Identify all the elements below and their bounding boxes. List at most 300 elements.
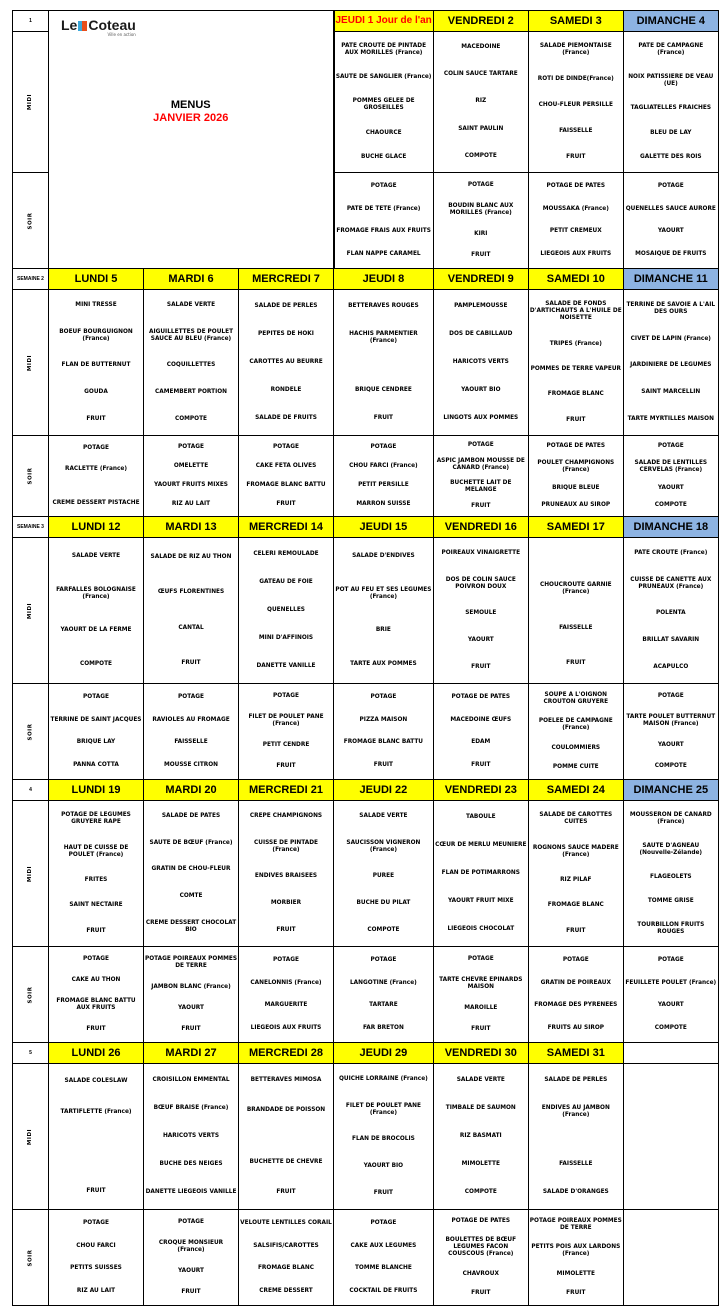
day-header: MERCREDI 14 (239, 517, 334, 538)
menu-item: BUCHETTE LAIT DE MELANGE (450, 480, 512, 494)
menu-item: TOURBILLON FRUITS ROUGES (637, 921, 705, 935)
menu-item: ENDIVES AU JAMBON (France) (541, 1104, 610, 1118)
week-header-row (13, 269, 719, 290)
day-header: VENDREDI 2 (433, 11, 528, 32)
menu-item: GRATIN DE CHOU-FLEUR (151, 866, 231, 873)
menu-item: DANETTE VANILLE (256, 663, 316, 670)
menu-item: FRUIT (373, 1190, 394, 1197)
menu-item: POTAGE (178, 693, 204, 700)
menu-item: RACLETTE (France) (64, 465, 128, 472)
menu-item: BLEU DE LAY (650, 129, 692, 136)
menu-item: FARFALLES BOLOGNAISE (France) (56, 586, 136, 600)
menu-item: FRUIT (276, 763, 296, 769)
menu-item: FAISSELLE (559, 624, 593, 631)
day-header: SAMEDI 31 (528, 1043, 623, 1064)
menu-item: PIZZA MAISON (359, 716, 408, 723)
menu-item: COMPOTE (654, 763, 687, 769)
menu-item: BUCHETTE DE CHEVRE (249, 1159, 323, 1166)
meal-cell (528, 436, 623, 517)
menu-item: VELOUTE LENTILLES CORAIL (240, 1219, 332, 1226)
logo-tagline: Ville en action (107, 32, 136, 37)
menu-item: HARICOTS VERTS (162, 1132, 220, 1139)
midi-row (13, 1064, 719, 1210)
midi-label-text: MIDI (27, 93, 34, 111)
menu-item: TARTE POULET BUTTERNUT MAISON (France) (626, 714, 716, 727)
menu-item: FRUIT (86, 1026, 106, 1032)
menu-item: CROISILLON EMMENTAL (152, 1076, 230, 1083)
menu-item: TAGLIATELLES FRAICHES (630, 105, 711, 112)
menu-item: TIMBALE DE SAUMON (445, 1104, 516, 1111)
menu-item: TERRINE DE SAINT JACQUES (50, 716, 142, 723)
soir-label-text: SOIR (27, 723, 34, 740)
menu-item: FAISSELLE (559, 1161, 593, 1168)
meal-cell (144, 436, 239, 517)
menu-item: RAVIOLES AU FROMAGE (152, 716, 230, 723)
menu-item: CAMEMBERT PORTION (154, 389, 228, 396)
menu-item: EDAM (471, 739, 491, 746)
menu-item: FLAN DE BROCOLIS (351, 1136, 415, 1143)
menu-item: FRUIT (566, 927, 586, 934)
meal-cell (239, 1064, 334, 1210)
day-header: MARDI 6 (144, 269, 239, 290)
menu-item: SAINT PAULIN (458, 125, 504, 132)
meal-cell (49, 1210, 144, 1306)
menu-item: SALADE DE LENTILLES CERVELAS (France) (634, 460, 708, 474)
menu-item: POTAGE (657, 443, 684, 450)
meal-cell (239, 436, 334, 517)
menu-item: GALETTE DES ROIS (639, 154, 702, 161)
meal-cell (334, 538, 434, 684)
menu-item: SAUTE D'AGNEAU (Nouvelle-Zélande) (639, 842, 703, 856)
meal-cell (334, 1064, 434, 1210)
week-label: SEMAINE 3 (13, 517, 49, 538)
week-label: SEMAINE 2 (13, 269, 49, 290)
meal-cell (239, 538, 334, 684)
week-header-row (13, 780, 719, 801)
menu-item: POMME CUITE (552, 763, 599, 770)
menu-item: POTAGE (370, 182, 397, 189)
menu-item: COLIN SAUCE TARTARE (443, 71, 518, 78)
menu-item: GRATIN DE POIREAUX (540, 979, 611, 986)
day-header: LUNDI 26 (49, 1043, 144, 1064)
meal-cell (334, 1210, 434, 1306)
soir-label (13, 436, 49, 517)
page-subtitle: JANVIER 2026 (153, 112, 229, 124)
menu-item: BRIQUE CENDREE (354, 387, 412, 394)
midi-label (13, 32, 49, 173)
day-header: JEUDI 15 (334, 517, 434, 538)
menu-item: FRUIT (471, 252, 491, 258)
midi-row (13, 538, 719, 684)
menu-item: CANTAL (178, 624, 204, 631)
menu-item: FROMAGE BLANC (257, 1265, 315, 1272)
midi-label-text: MIDI (27, 354, 34, 371)
menu-item: TARTE CHEVRE EPINARDS MAISON (439, 977, 523, 990)
meal-cell (528, 1210, 623, 1306)
menu-item: YAOURT (657, 228, 684, 235)
menu-item: FROMAGE FRAIS AUX FRUITS (336, 228, 431, 235)
menu-item: COMPOTE (464, 1189, 497, 1196)
day-header: DIMANCHE 25 (623, 780, 718, 801)
meal-cell (334, 684, 434, 780)
day-header: DIMANCHE 11 (623, 269, 718, 290)
menu-item: POTAGE (178, 1219, 204, 1225)
menu-item: COMPOTE (174, 416, 208, 423)
menu-item: BOULETTES DE BŒUF LEGUMES FACON COUSCOUS (France) (445, 1237, 517, 1258)
menu-item: FRUIT (181, 1026, 201, 1032)
menu-item: COMPOTE (79, 660, 113, 667)
menu-item: CHOUCROUTE GARNIE (France) (539, 582, 612, 596)
menu-item: PETITS SUISSES (70, 1265, 122, 1272)
meal-cell (623, 538, 718, 684)
day-header: VENDREDI 30 (433, 1043, 528, 1064)
week-label: 1 (13, 11, 49, 32)
menu-item: BRIQUE LAY (76, 739, 116, 746)
menu-item: FRUIT (471, 1289, 491, 1296)
meal-cell (433, 538, 528, 684)
menu-item: SALSIFIS/CAROTTES (253, 1242, 319, 1249)
menu-item: BETTERAVES MIMOSA (250, 1077, 322, 1084)
menu-item: SAUCISSON VIGNERON (France) (346, 839, 421, 853)
day-header: MARDI 20 (144, 780, 239, 801)
menu-item: POT AU FEU ET SES LEGUMES (France) (335, 586, 432, 600)
meal-cell (528, 801, 623, 947)
meal-cell (623, 290, 718, 436)
meal-cell (239, 947, 334, 1043)
menu-item: SALADE DE RIZ AU THON (150, 554, 232, 561)
menu-item: LIEGEOIS AUX FRUITS (540, 251, 612, 258)
meal-cell (49, 684, 144, 780)
menu-item: OMELETTE (173, 463, 209, 469)
menu-item: COULOMMIERS (551, 744, 601, 751)
day-header: SAMEDI 10 (528, 269, 623, 290)
menu-item: POELEE DE CAMPAGNE (France) (538, 718, 613, 732)
menu-item: HAUT DE CUISSE DE POULET (France) (63, 844, 129, 858)
menu-item: TARTIFLETTE (France) (60, 1109, 132, 1115)
menu-item: SALADE D'ORANGES (542, 1189, 609, 1196)
menu-item: FILET DE POULET PANE (France) (248, 714, 324, 727)
menu-item: PATE DE CAMPAGNE (France) (638, 42, 704, 56)
menu-item: FAISSELLE (174, 739, 208, 746)
week-label: 4 (13, 780, 49, 801)
menu-item: BETTERAVES ROUGES (348, 302, 419, 309)
menu-item: MOUSSE CITRON (163, 762, 219, 769)
menu-item: SAUTE DE SANGLIER (France) (335, 74, 432, 81)
menu-item: COMTE (179, 893, 203, 900)
menu-item: FRUIT (276, 927, 296, 934)
meal-cell (433, 290, 528, 436)
meal-cell (623, 32, 718, 173)
menu-item: COCKTAIL DE FRUITS (349, 1288, 418, 1295)
menu-item: QUENELLES (267, 606, 305, 613)
menu-item: SALADE DE PERLES (544, 1076, 608, 1083)
menu-item: FROMAGE BLANC (547, 902, 604, 909)
menu-item: FROMAGE BLANC (547, 391, 604, 398)
menu-item: SAINT MARCELLIN (641, 389, 701, 396)
menu-item: PETIT PERSILLE (358, 482, 409, 488)
menu-item: POTAGE POIREAUX POMMES DE TERRE (529, 1218, 622, 1232)
menu-item: MACEDOINE ŒUFS (450, 716, 512, 723)
empty-cell (623, 1064, 718, 1210)
menu-item: FRUIT (471, 1026, 491, 1032)
menu-item: TARTE MYRTILLES MAISON (627, 416, 714, 423)
menu-item: RIZ AU LAIT (76, 1288, 116, 1295)
menu-item: MARGUERITE (264, 1002, 308, 1009)
soir-label (13, 684, 49, 780)
menu-item: TRIPES (France) (549, 340, 602, 347)
menu-item: FLAGEOLETS (650, 873, 692, 880)
menu-item: SALADE VERTE (456, 1076, 505, 1083)
meal-cell (239, 290, 334, 436)
menu-item: MAROILLE (464, 1005, 498, 1011)
day-header: JEUDI 29 (334, 1043, 434, 1064)
menu-item: SALADE VERTE (359, 812, 408, 819)
midi-label (13, 1064, 49, 1210)
menu-item: FRITES (84, 876, 108, 883)
menu-item: POTAGE (657, 182, 684, 189)
empty-header (623, 1043, 718, 1064)
menu-item: COMPOTE (367, 927, 400, 934)
menu-item: POTAGE (562, 956, 589, 963)
midi-label-text: MIDI (27, 1128, 34, 1145)
meal-cell (334, 290, 434, 436)
meal-cell (433, 801, 528, 947)
menu-item: RIZ AU LAIT (171, 501, 211, 507)
menu-item: YAOURT (657, 484, 684, 491)
menu-item: POTAGE DE PATES (451, 1218, 511, 1225)
menu-item: SALADE DE FRUITS (255, 415, 317, 422)
meal-cell (623, 436, 718, 517)
midi-label-text: MIDI (27, 602, 34, 619)
menu-item: FRUIT (86, 1188, 106, 1194)
soir-label-text: SOIR (27, 467, 34, 485)
soir-row (13, 947, 719, 1043)
menu-item: FAR BRETON (362, 1025, 404, 1032)
menu-item: BUCHE DES NEIGES (159, 1161, 223, 1168)
day-header: VENDREDI 9 (433, 269, 528, 290)
menu-item: PAMPLEMOUSSE (454, 302, 508, 309)
menu-item: QUICHE LORRAINE (France) (338, 1075, 428, 1082)
menu-item: HACHIS PARMENTIER (France) (349, 330, 418, 344)
meal-cell (334, 947, 434, 1043)
menu-item: POIREAUX VINAIGRETTE (441, 549, 521, 556)
menu-item: CAKE FETA OLIVES (255, 463, 317, 469)
menu-item: CHOU FARCI (76, 1242, 116, 1249)
menu-item: POTAGE (370, 956, 397, 963)
menu-item: ŒUFS FLORENTINES (157, 589, 225, 596)
meal-cell (239, 684, 334, 780)
soir-label-text: SOIR (27, 212, 34, 229)
menu-item: DOS DE CABILLAUD (449, 330, 513, 337)
day-header: MERCREDI 7 (239, 269, 334, 290)
menu-item: CHOU FARCI (France) (349, 463, 418, 469)
meal-cell (433, 32, 528, 173)
menu-item: YAOURT FRUITS MIXES (154, 482, 228, 488)
menu-item: FROMAGE BLANC BATTU (343, 739, 424, 746)
menu-item: CANELONNIS (France) (250, 979, 322, 986)
day-header: MARDI 13 (144, 517, 239, 538)
menu-item: YAOURT FRUIT MIXE (448, 898, 514, 905)
meal-cell (144, 1064, 239, 1210)
menu-item: CREME DESSERT PISTACHE (52, 500, 140, 507)
menu-item: PEPITES DE HOKI (258, 330, 314, 337)
menu-item: POTAGE (657, 693, 684, 699)
menu-item: POTAGE DE LEGUMES GRUYERE RAPE (61, 812, 131, 826)
menu-item: GATEAU DE FOIE (259, 578, 313, 585)
meal-cell (144, 1210, 239, 1306)
menu-item: SALADE VERTE (71, 553, 121, 560)
menu-item: POTAGE (467, 442, 494, 449)
midi-label (13, 538, 49, 684)
day-header: JEUDI 1 Jour de l'an (334, 11, 434, 32)
menu-item: JAMBON BLANC (France) (151, 984, 231, 990)
soir-row (13, 684, 719, 780)
meal-cell (623, 173, 718, 269)
menu-item: PATE CROUTE (France) (634, 549, 708, 556)
soir-label-text: SOIR (27, 1249, 34, 1266)
meal-cell (144, 538, 239, 684)
menu-item: DOS DE COLIN SAUCE POIVRON DOUX (445, 576, 516, 590)
menu-item: CAKE AU THON (71, 977, 121, 983)
menu-item: FLAN DE BUTTERNUT (61, 362, 131, 369)
menu-item: MACEDOINE (461, 44, 501, 51)
menu-item: POTAGE (467, 956, 494, 962)
menu-item: CHOU-FLEUR PERSILLE (538, 101, 613, 108)
meal-cell (433, 1210, 528, 1306)
menu-item: POTAGE (467, 182, 494, 188)
menu-item: FRUIT (471, 502, 491, 509)
menu-item: FRUIT (566, 659, 586, 666)
meal-cell (623, 947, 718, 1043)
menu-item: CAROTTES AU BEURRE (249, 358, 323, 365)
menu-item: MIMOLETTE (556, 1270, 595, 1277)
week-label: 5 (13, 1043, 49, 1064)
menu-item: FRUIT (86, 416, 106, 423)
menu-item: POTAGE DE PATES (546, 443, 606, 450)
meal-cell (528, 538, 623, 684)
menu-item: FRUIT (276, 501, 296, 507)
menu-item: RIZ BASMATI (459, 1132, 502, 1139)
menu-item: SALADE DE CAROTTES CUITES (539, 812, 613, 826)
day-header: SAMEDI 24 (528, 780, 623, 801)
menu-item: NOIX PATISSIERE DE VEAU (UE) (628, 74, 714, 88)
menu-item: FRUIT (181, 659, 201, 666)
menu-item: BRANDADE DE POISSON (246, 1106, 326, 1113)
menu-item: RIZ PILAF (560, 876, 592, 883)
menu-item: BOUDIN BLANC AUX MORILLES (France) (448, 203, 514, 216)
menu-item: PATE DE TETE (France) (346, 205, 421, 212)
menu-item: ACAPULCO (653, 664, 689, 671)
menu-item: FROMAGE BLANC BATTU (246, 482, 326, 488)
menu-grid (12, 10, 719, 1306)
menu-item: MORBIER (270, 900, 302, 907)
menu-item: COMPOTE (654, 501, 687, 508)
menu-item: POTAGE (83, 444, 109, 451)
menu-item: FRUIT (276, 1188, 296, 1195)
menu-item: RIZ (475, 98, 487, 105)
menu-item: FEUILLETE POULET (France) (625, 979, 717, 986)
day-header: VENDREDI 23 (433, 780, 528, 801)
meal-cell (334, 32, 434, 173)
menu-item: CUISSE DE PINTADE (France) (254, 839, 318, 853)
menu-item: BUCHE GLACE (360, 154, 407, 161)
menu-item: BRIQUE BLEUE (552, 484, 600, 491)
meal-cell (433, 947, 528, 1043)
menu-item: MIMOLETTE (461, 1161, 500, 1168)
menu-item: FRUIT (566, 416, 586, 423)
menu-item: PANNA COTTA (73, 762, 119, 769)
menu-item: FRUIT (471, 664, 491, 671)
menu-item: POTAGE POIREAUX POMMES DE TERRE (145, 956, 238, 969)
menu-item: PRUNEAUX AU SIROP (541, 501, 611, 508)
midi-row (13, 801, 719, 947)
menu-item: CŒUR DE MERLU MEUNIERE (435, 841, 527, 848)
menu-item: SALADE DE PERLES (254, 302, 318, 309)
menu-item: YAOURT (178, 1005, 204, 1011)
menu-item: TARTARE (369, 1002, 398, 1009)
menu-item: CELERI REMOULADE (253, 550, 319, 557)
menu-item: LINGOTS AUX POMMES (443, 415, 519, 422)
menu-item: PUREE (372, 873, 395, 880)
menu-item: FAISSELLE (559, 127, 593, 134)
menu-item: CAKE AUX LEGUMES (350, 1242, 417, 1249)
menu-item: GOUDA (84, 389, 108, 396)
menu-item: FILET DE POULET PANE (France) (345, 1102, 421, 1116)
menu-item: CHAVROUX (462, 1270, 499, 1277)
menu-item: FRUIT (373, 415, 394, 422)
meal-cell (49, 801, 144, 947)
menu-item: SEMOULE (465, 610, 497, 617)
menu-item: MOSAIQUE DE FRUITS (635, 251, 707, 258)
menu-item: POTAGE (273, 956, 299, 963)
menu-item: FLAN NAPPE CARAMEL (346, 251, 421, 258)
menu-item: CUISSE DE CANETTE AUX PRUNEAUX (France) (630, 576, 712, 590)
day-header: SAMEDI 17 (528, 517, 623, 538)
menu-item: CIVET DE LAPIN (France) (630, 335, 711, 342)
midi-label (13, 801, 49, 947)
menu-item: POTAGE (370, 693, 397, 700)
meal-cell (49, 538, 144, 684)
menu-item: ROGNONS SAUCE MADERE (France) (532, 844, 619, 858)
meal-cell (433, 436, 528, 517)
meal-cell (49, 947, 144, 1043)
menu-item: MOUSSAKA (France) (542, 205, 609, 212)
day-header: JEUDI 8 (334, 269, 434, 290)
menu-item: FROMAGE BLANC BATTU AUX FRUITS (56, 998, 136, 1011)
menu-item: RONDELE (270, 387, 302, 394)
menu-item: POMMES GELEE DE GROSEILLES (352, 98, 415, 112)
meal-cell (433, 173, 528, 269)
menu-item: YAOURT (467, 637, 494, 644)
menu-item: PETITS POIS AUX LARDONS (France) (531, 1244, 621, 1258)
menu-item: ASPIC JAMBON MOUSSE DE CANARD (France) (436, 457, 525, 471)
meal-cell (528, 684, 623, 780)
menu-item: FRUIT (181, 1289, 201, 1295)
menu-item: PETIT CREMEUX (549, 228, 602, 235)
menu-item: FLAN DE POTIMARRONS (441, 869, 520, 876)
meal-cell (144, 684, 239, 780)
menu-item: BOEUF BOURGUIGNON (France) (59, 328, 133, 342)
menu-item: BŒUF BRAISE (France) (153, 1104, 229, 1111)
menu-item: JARDINIERE DE LEGUMES (630, 362, 712, 369)
menu-item: COQUILLETTES (166, 362, 216, 369)
menu-item: FRUITS AU SIROP (547, 1025, 605, 1032)
menu-item: CROQUE MONSIEUR (France) (158, 1240, 224, 1253)
menu-item: TOMME BLANCHE (354, 1265, 412, 1272)
meal-cell (334, 801, 434, 947)
soir-row (13, 436, 719, 517)
menu-item: MINI D'AFFINOIS (258, 635, 314, 642)
